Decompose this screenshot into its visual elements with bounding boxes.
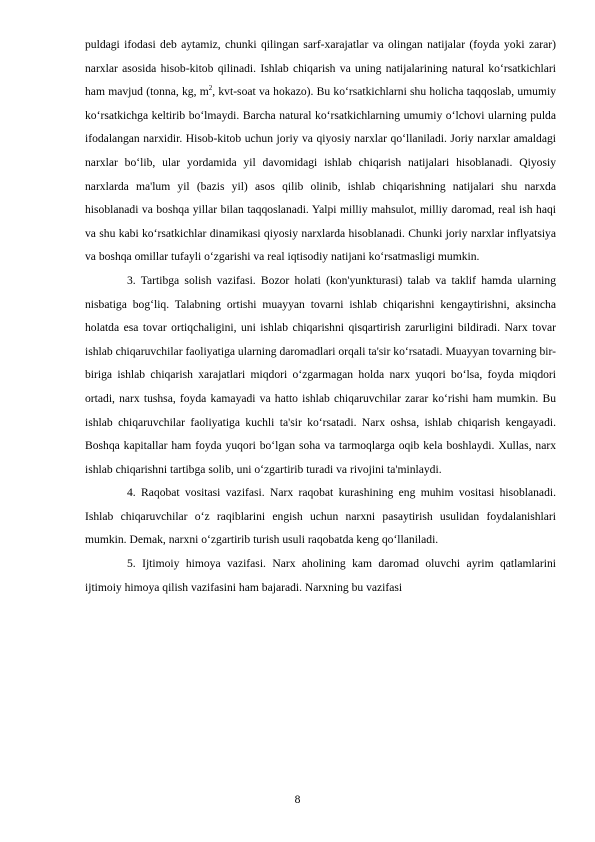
superscript-2: 2 [208, 84, 213, 93]
document-body [85, 33, 556, 599]
paragraph-4: 5. Ijtimoiy himoya vazifasi. Narx aholining kam daromad oluvchi ayrim qatlamlarini ijtimoiy himoya qilish vazifasini ham bajaradi. Narxning bu vazifasi [85, 557, 556, 594]
paragraph-3: 4. Raqobat vositasi vazifasi. Narx raqobat kurashining eng muhim vositasi hisoblanadi. Ishlab chiqaruvchilar o‘z raqiblarini engish uchun narxni pasaytirish usulidan foydalanishlari mumkin. Demak, narxni o‘zgartirib turish usuli raqobatda keng qo‘llaniladi. [85, 486, 556, 547]
paragraph-1-text-end: , kvt-soat va hokazo). Bu ko‘rsatkichlarni shu holicha taqqoslab, umumiy ko‘rsatkichga keltirib bo‘lmaydi. Barcha natural ko‘rsatkichlarning umumiy o‘lchovi ularning pulda ifodalangan narxidir. Hisob-kitob uchun joriy va qiyosiy narxlar qo‘llaniladi. Joriy narxlar amaldagi narxlar bo‘lib, ular yordamida yil davomidagi ishlab chiqarish natijalari hisoblanadi. Qiyosiy narxlarda ma'lum yil (bazis yil) asos qilib olinib, ishlab chiqarishning natijalari shu narxda hisoblanadi va boshqa yillar bilan taqqoslanadi. Yalpi milliy mahsulot, milliy daromad, real ish haqi va shu kabi ko‘rsatkichlar dinamikasi qiyosiy narxlarda hisoblanadi. Chunki joriy narxlar inflyatsiya va boshqa omillar tufayli o‘zgarishi va real iqtisodiy natijani ko‘rsatmasligi mumkin. [85, 85, 556, 264]
paragraph-1-text-start: puldagi ifodasi deb aytamiz, chunki qilingan sarf-xarajatlar va olingan natijalar (foyda yoki zarar) narxlar asosida hisob-kitob qilinadi. Ishlab chiqarish va uning natijalarining natural ko‘rsatkichlari ham mavjud (tonna, kg, m [85, 38, 556, 99]
page-number: 8 [294, 793, 301, 806]
paragraph-1 [85, 33, 556, 269]
paragraph-2: 3. Tartibga solish vazifasi. Bozor holati (kon'yunkturasi) talab va taklif hamda ularning nisbatiga bog‘liq. Talabning ortishi muayyan tovarni ishlab chiqarishni kengaytirishni, aksincha holatda esa tovar ortiqchaligini, uni ishlab chiqarishni qisqartirish zarurligini bildiradi. Narx tovar ishlab chiqaruvchilar faoliyatiga ularning daromadlari orqali ta'sir ko‘rsatadi. Muayyan tovarning bir-biriga ishlab chiqarish xarajatlari miqdori o‘zgarmagan holda narx yuqori bo‘lsa, foyda miqdori ortadi, narx tushsa, foyda kamayadi va hatto ishlab chiqaruvchilar zarar ko‘rishi ham mumkin. Bu ishlab chiqaruvchilar faoliyatiga kuchli ta'sir ko‘rsatadi. Narx oshsa, ishlab chiqarish kengayadi. Boshqa kapitallar ham foyda yuqori bo‘lgan soha va tarmoqlarga oqib kela boshlaydi. Xullas, narx ishlab chiqarishni tartibga solib, uni o‘zgartirib turadi va rivojini ta'minlaydi. [85, 273, 556, 476]
